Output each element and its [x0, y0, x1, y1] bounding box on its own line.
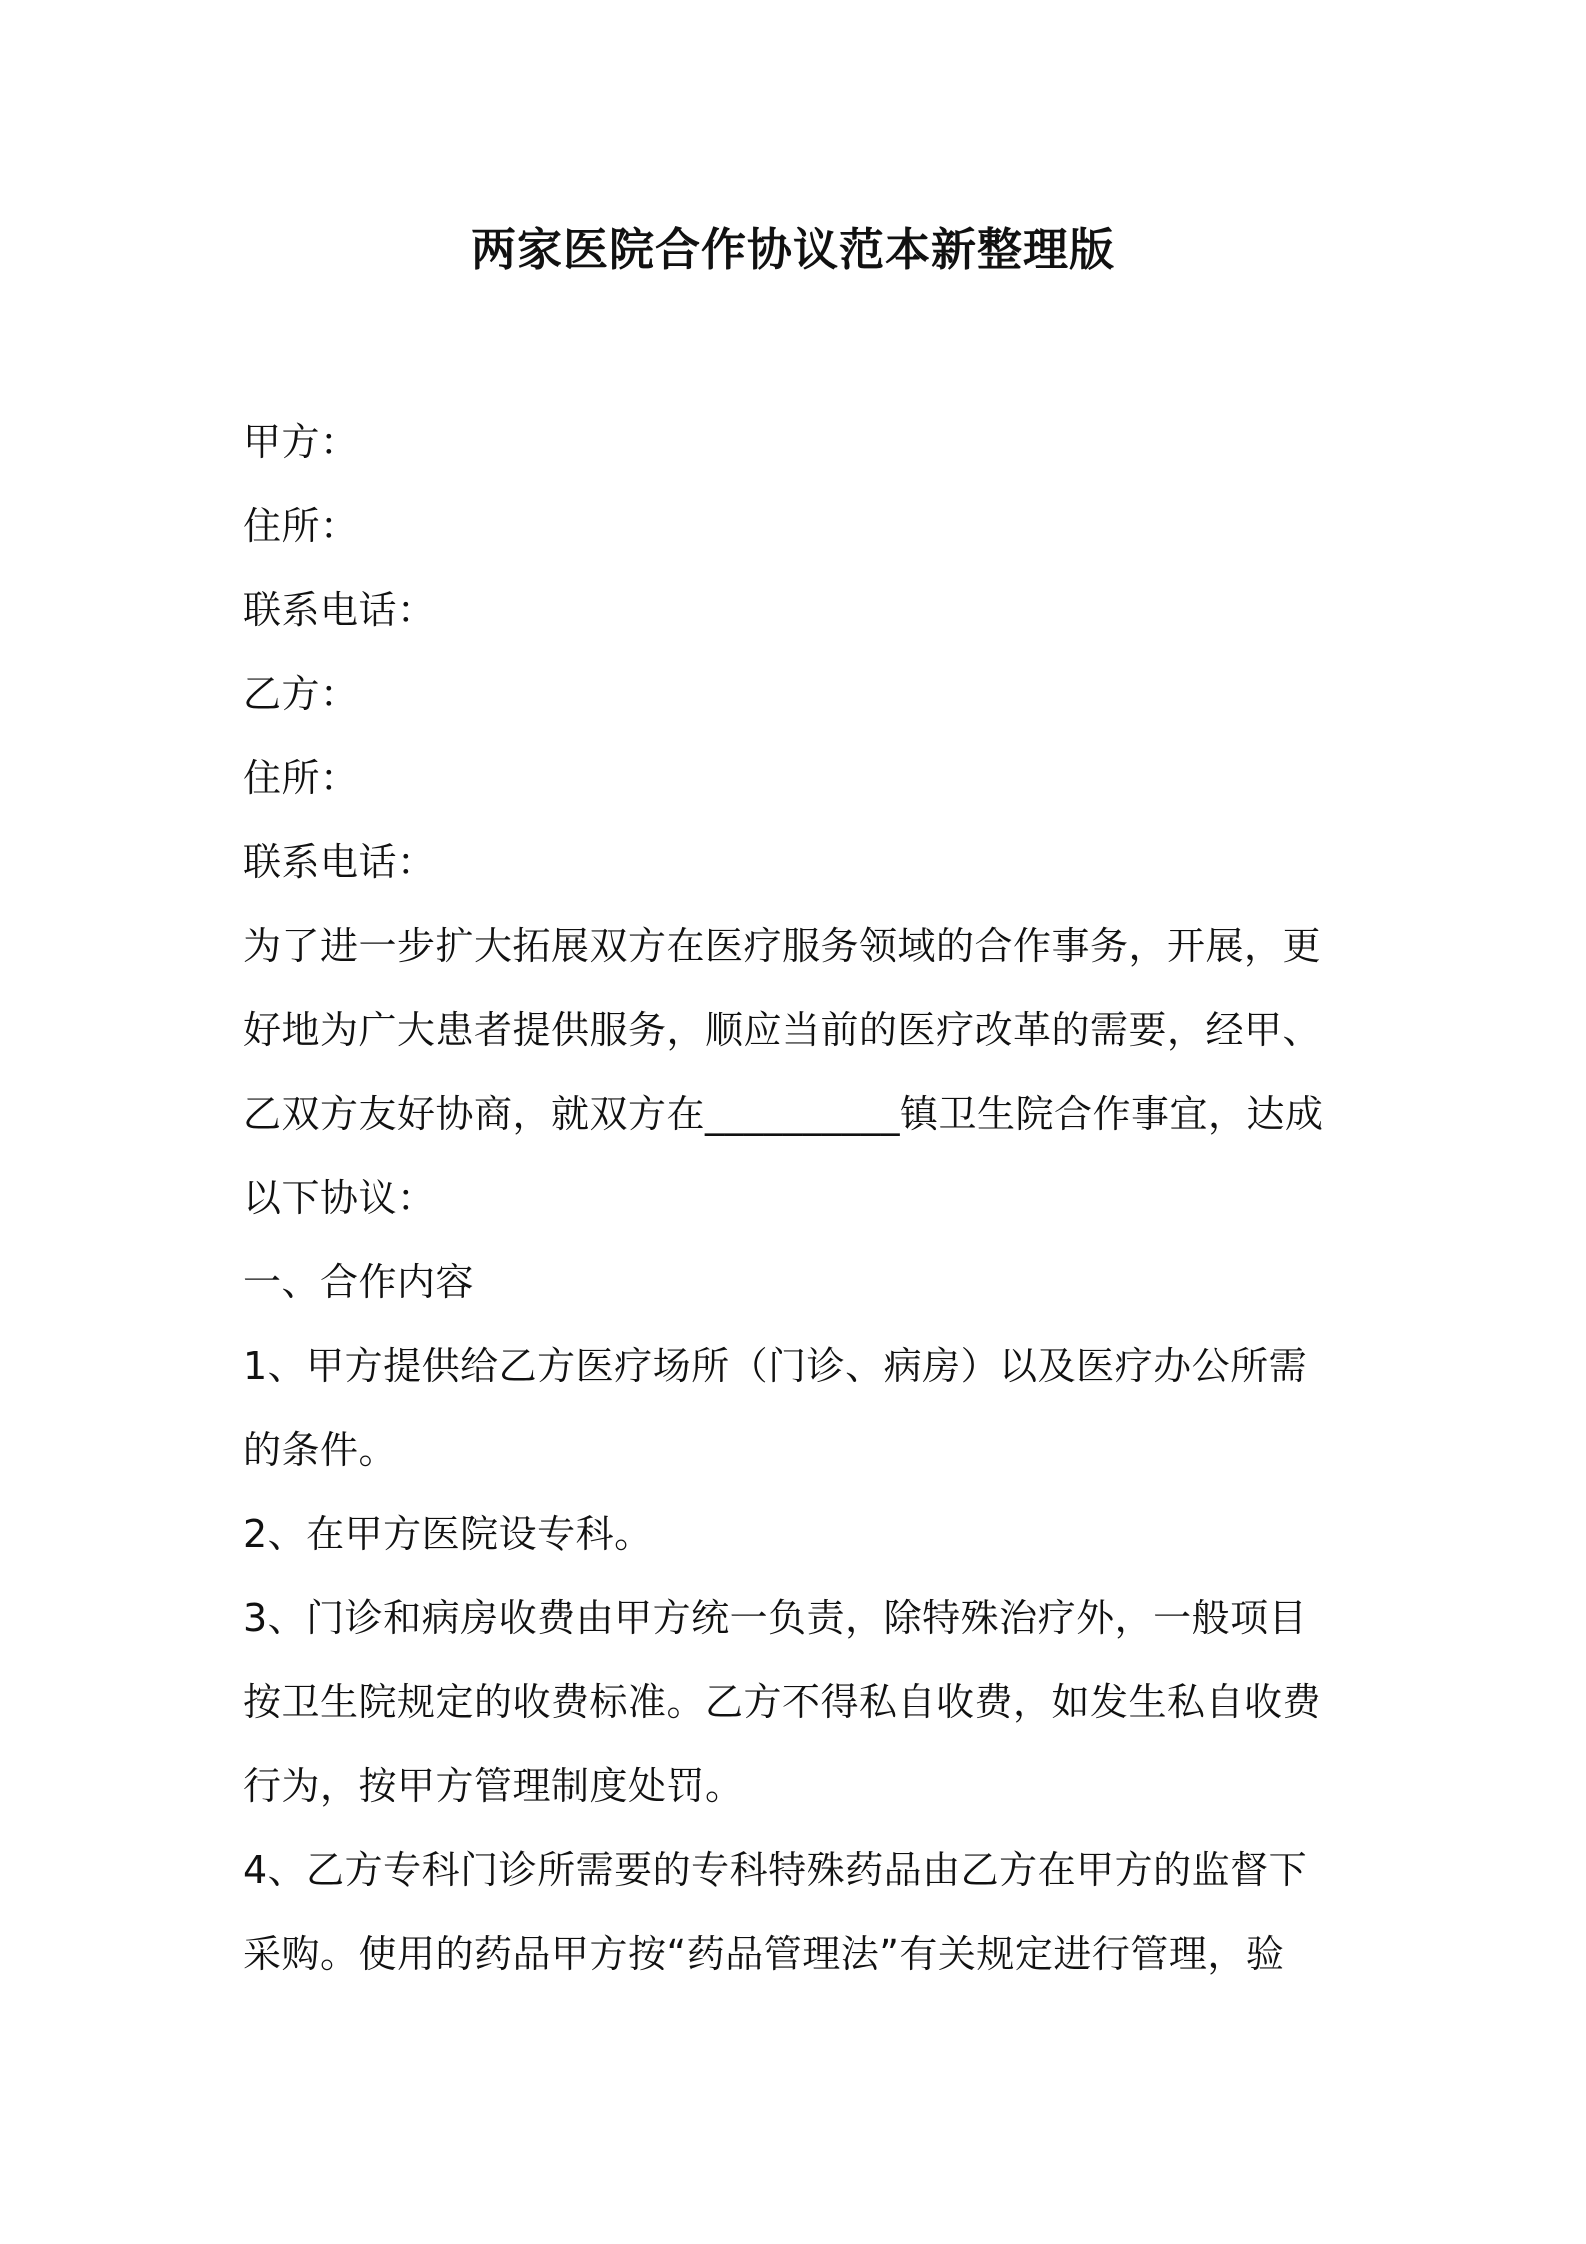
party-b-label: 乙方： [243, 672, 359, 716]
section-heading: 一、合作内容 [243, 1260, 475, 1304]
item-2-line: 2、在甲方医院设专科。 [243, 1512, 653, 1556]
item-1-line: 的条件。 [243, 1428, 398, 1472]
party-b-phone-label: 联系电话： [243, 840, 436, 884]
item-3-line: 行为，按甲方管理制度处罚。 [243, 1764, 744, 1808]
item-4-line: 采购。使用的药品甲方按“药品管理法”有关规定进行管理，验 [243, 1932, 1285, 1976]
document-body [243, 400, 1353, 1996]
preamble-line: 以下协议： [243, 1176, 436, 1220]
preamble-line: 为了进一步扩大拓展双方在医疗服务领域的合作事务，开展，更 [243, 924, 1322, 968]
party-a-label: 甲方： [243, 420, 359, 464]
preamble-line: 好地为广大患者提供服务，顺应当前的医疗改革的需要，经甲、 [243, 1008, 1322, 1052]
party-b-address-label: 住所： [243, 756, 359, 800]
preamble-line: 乙双方友好协商，就双方在__________镇卫生院合作事宜，达成 [243, 1092, 1324, 1136]
item-1-line: 1、甲方提供给乙方医疗场所（门诊、病房）以及医疗办公所需 [243, 1344, 1308, 1388]
item-4-line: 4、乙方专科门诊所需要的专科特殊药品由乙方在甲方的监督下 [243, 1848, 1308, 1892]
party-a-phone-label: 联系电话： [243, 588, 436, 632]
document-title: 两家医院合作协议范本新整理版 [470, 223, 1115, 276]
party-a-address-label: 住所： [243, 504, 359, 548]
item-3-line: 按卫生院规定的收费标准。乙方不得私自收费，如发生私自收费 [243, 1680, 1322, 1724]
item-3-line: 3、门诊和病房收费由甲方统一负责，除特殊治疗外，一般项目 [243, 1596, 1308, 1640]
